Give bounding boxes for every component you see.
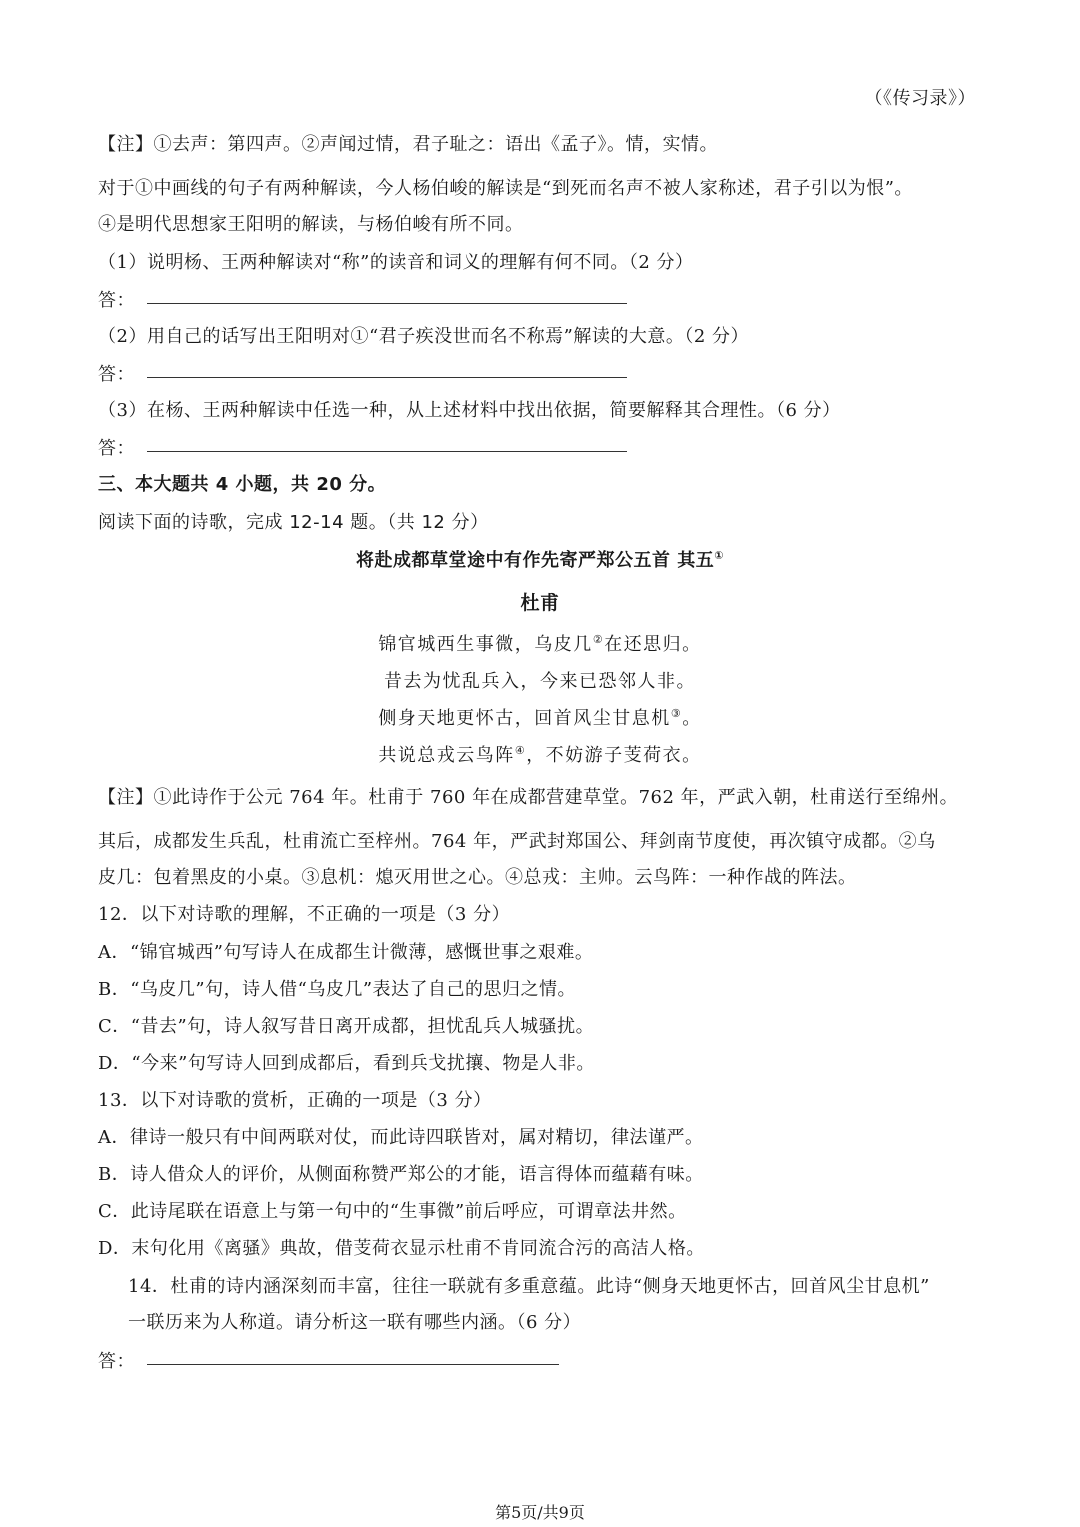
note-2-line-2: 其后，成都发生兵乱，杜甫流亡至梓州。764 年，严武封郑国公、拜剑南节度使，再次镇守成都。②乌 bbox=[98, 831, 936, 852]
answer-label: 答： bbox=[98, 290, 135, 311]
answer-blank[interactable] bbox=[147, 302, 627, 304]
source-citation: （《传习录》） bbox=[864, 88, 976, 109]
poem-author: 杜甫 bbox=[520, 592, 560, 614]
poem-text: 侧身天地更怀古，回首风尘甘息机 bbox=[378, 708, 671, 729]
answer-label: 答： bbox=[98, 1351, 135, 1372]
question-2: （2）用自己的话写出王阳明对①“君子疾没世而名不称焉”解读的大意。（2 分） bbox=[98, 326, 750, 347]
question-14-line-2: 一联历来为人称道。请分析这一联有哪些内涵。（6 分） bbox=[128, 1312, 582, 1333]
poem-note-mark: ④ bbox=[514, 744, 527, 757]
q12-option-d[interactable]: D．“今来”句写诗人回到成都后，看到兵戈扰攘、物是人非。 bbox=[98, 1053, 595, 1074]
answer-blank[interactable] bbox=[147, 1363, 559, 1365]
poem-line bbox=[0, 632, 1080, 658]
answer-line-14[interactable] bbox=[98, 1349, 984, 1375]
poem-text: 。 bbox=[682, 708, 702, 729]
poem-text: 昔去为忧乱兵入，今来已恐邻人非。 bbox=[384, 671, 696, 692]
q13-option-d[interactable]: D．末句化用《离骚》典故，借芰荷衣显示杜甫不肯同流合污的高洁人格。 bbox=[98, 1238, 705, 1259]
question-12: 12．以下对诗歌的理解，不正确的一项是（3 分） bbox=[98, 904, 511, 925]
poem-text: 共说总戎云鸟阵 bbox=[378, 745, 515, 766]
q12-option-a[interactable]: A．“锦官城西”句写诗人在成都生计微薄，感慨世事之艰难。 bbox=[98, 942, 594, 963]
poem-title bbox=[0, 548, 1080, 574]
answer-label: 答： bbox=[98, 364, 135, 385]
poem-text: ，不妨游子芰荷衣。 bbox=[526, 745, 702, 766]
note-2-line-1: 【注】①此诗作于公元 764 年。杜甫于 760 年在成都营建草堂。762 年，严武入朝，杜甫送行至绵州。 bbox=[98, 787, 959, 808]
answer-line-3[interactable] bbox=[98, 436, 984, 462]
q13-option-a[interactable]: A．律诗一般只有中间两联对仗，而此诗四联皆对，属对精切，律法谨严。 bbox=[98, 1127, 704, 1148]
q12-option-c[interactable]: C．“昔去”句，诗人叙写昔日离开成都，担忧乱兵人城骚扰。 bbox=[98, 1016, 595, 1037]
answer-blank[interactable] bbox=[147, 376, 627, 378]
question-3: （3）在杨、王两种解读中任选一种，从上述材料中找出依据，简要解释其合理性。（6 分） bbox=[98, 400, 841, 421]
reading-instruction: 阅读下面的诗歌，完成 12-14 题。（共 12 分） bbox=[98, 512, 489, 533]
poem-title-text: 将赴成都草堂途中有作先寄严郑公五首 其五 bbox=[355, 550, 715, 571]
question-14-line-1: 14．杜甫的诗内涵深刻而丰富，往往一联就有多重意蕴。此诗“侧身天地更怀古，回首风尘甘息机” bbox=[128, 1276, 930, 1297]
poem-title-note: ① bbox=[714, 549, 725, 562]
question-1: （1）说明杨、王两种解读对“称”的读音和词义的理解有何不同。（2 分） bbox=[98, 252, 694, 273]
poem-line bbox=[0, 743, 1080, 769]
note-1: 【注】①去声：第四声。②声闻过情，君子耻之：语出《孟子》。情，实情。 bbox=[98, 134, 718, 155]
q13-option-c[interactable]: C．此诗尾联在语意上与第一句中的“生事微”前后呼应，可谓章法井然。 bbox=[98, 1201, 687, 1222]
answer-line-2[interactable] bbox=[98, 362, 984, 388]
intro-line-1: 对于①中画线的句子有两种解读，今人杨伯峻的解读是“到死而名声不被人家称述，君子引以为恨”。 bbox=[98, 178, 913, 199]
poem-text: 在还思归。 bbox=[604, 634, 702, 655]
poem-text: 锦官城西生事微，乌皮几 bbox=[378, 634, 593, 655]
question-13: 13．以下对诗歌的赏析，正确的一项是（3 分） bbox=[98, 1090, 492, 1111]
q12-option-b[interactable]: B．“乌皮几”句，诗人借“乌皮几”表达了自己的思归之情。 bbox=[98, 979, 577, 1000]
intro-line-2: ④是明代思想家王阳明的解读，与杨伯峻有所不同。 bbox=[98, 214, 524, 235]
answer-label: 答： bbox=[98, 438, 135, 459]
note-2-line-3: 皮几：包着黑皮的小桌。③息机：熄灭用世之心。④总戎：主帅。云鸟阵：一种作战的阵法。 bbox=[98, 867, 857, 888]
answer-line-1[interactable] bbox=[98, 288, 984, 314]
page-footer: 第5页/共9页 bbox=[495, 1503, 585, 1522]
answer-blank[interactable] bbox=[147, 450, 627, 452]
poem-note-mark: ② bbox=[592, 633, 605, 646]
poem-line bbox=[0, 669, 1080, 695]
poem-line bbox=[0, 706, 1080, 732]
poem-note-mark: ③ bbox=[670, 707, 683, 720]
section-heading: 三、本大题共 4 小题，共 20 分。 bbox=[98, 474, 387, 495]
q13-option-b[interactable]: B．诗人借众人的评价，从侧面称赞严郑公的才能，语言得体而蕴藉有味。 bbox=[98, 1164, 704, 1185]
